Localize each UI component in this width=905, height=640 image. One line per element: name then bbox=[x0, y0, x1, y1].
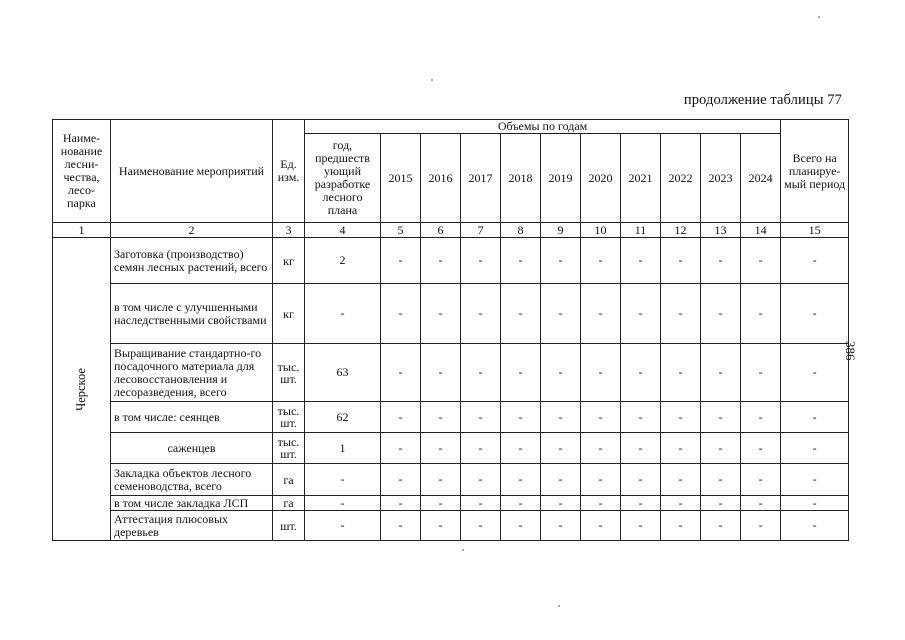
year-value: - bbox=[741, 284, 781, 344]
year-value: - bbox=[621, 344, 661, 402]
unit-cell: га bbox=[273, 464, 305, 496]
column-number: 9 bbox=[541, 223, 581, 238]
year-value: - bbox=[581, 464, 621, 496]
unit-cell: кг bbox=[273, 284, 305, 344]
header-unit: Ед. изм. bbox=[273, 120, 305, 223]
year-value: - bbox=[461, 464, 501, 496]
header-year: 2018 bbox=[501, 134, 541, 223]
year-value: - bbox=[421, 511, 461, 541]
year-value: - bbox=[701, 284, 741, 344]
total-value: - bbox=[781, 496, 849, 511]
year-value: - bbox=[621, 511, 661, 541]
column-number: 11 bbox=[621, 223, 661, 238]
year-value: - bbox=[621, 284, 661, 344]
column-number: 7 bbox=[461, 223, 501, 238]
total-value: - bbox=[781, 344, 849, 402]
scan-speck bbox=[818, 16, 820, 18]
column-number: 10 bbox=[581, 223, 621, 238]
year-value: - bbox=[541, 284, 581, 344]
year-value: - bbox=[541, 238, 581, 284]
forestry-name: Черское bbox=[73, 367, 88, 411]
total-value: - bbox=[781, 464, 849, 496]
unit-cell: тыс. шт. bbox=[273, 433, 305, 464]
year-value: - bbox=[501, 238, 541, 284]
table-row bbox=[53, 238, 849, 284]
scan-speck bbox=[462, 549, 464, 551]
column-number: 6 bbox=[421, 223, 461, 238]
activity-name: Заготовка (производство) семян лесных растений, всего bbox=[111, 238, 273, 284]
year-value: - bbox=[621, 496, 661, 511]
year-value: - bbox=[581, 511, 621, 541]
year-value: - bbox=[741, 464, 781, 496]
prev-year-value: 63 bbox=[305, 344, 381, 402]
year-value: - bbox=[501, 464, 541, 496]
year-value: - bbox=[701, 344, 741, 402]
column-number: 1 bbox=[53, 223, 111, 238]
year-value: - bbox=[621, 464, 661, 496]
prev-year-value: 62 bbox=[305, 402, 381, 433]
year-value: - bbox=[501, 284, 541, 344]
prev-year-value: - bbox=[305, 284, 381, 344]
year-value: - bbox=[621, 238, 661, 284]
activity-name: Выращивание стандартно-го посадочного материала для лесовосстановления и лесоразведения, всего bbox=[111, 344, 273, 402]
column-number: 13 bbox=[701, 223, 741, 238]
year-value: - bbox=[581, 496, 621, 511]
year-value: - bbox=[621, 433, 661, 464]
column-number: 5 bbox=[381, 223, 421, 238]
table-row bbox=[53, 344, 849, 402]
activity-name: в том числе закладка ЛСП bbox=[111, 496, 273, 511]
year-value: - bbox=[381, 433, 421, 464]
year-value: - bbox=[501, 344, 541, 402]
scan-speck bbox=[431, 79, 433, 81]
year-value: - bbox=[701, 433, 741, 464]
table-caption: продолжение таблицы 77 bbox=[683, 92, 842, 108]
activity-name: в том числе с улучшенными наследственными свойствами bbox=[111, 284, 273, 344]
year-value: - bbox=[421, 496, 461, 511]
table-row bbox=[53, 464, 849, 496]
year-value: - bbox=[741, 402, 781, 433]
year-value: - bbox=[421, 238, 461, 284]
prev-year-value: - bbox=[305, 464, 381, 496]
table-row bbox=[53, 511, 849, 541]
year-value: - bbox=[701, 511, 741, 541]
column-number: 2 bbox=[111, 223, 273, 238]
year-value: - bbox=[701, 238, 741, 284]
year-value: - bbox=[581, 284, 621, 344]
page-number: 386 bbox=[843, 341, 858, 361]
header-year: 2023 bbox=[701, 134, 741, 223]
header-year: 2016 bbox=[421, 134, 461, 223]
year-value: - bbox=[541, 496, 581, 511]
year-value: - bbox=[461, 496, 501, 511]
year-value: - bbox=[581, 344, 621, 402]
year-value: - bbox=[701, 496, 741, 511]
column-number: 15 bbox=[781, 223, 849, 238]
year-value: - bbox=[381, 496, 421, 511]
year-value: - bbox=[541, 464, 581, 496]
activity-name: Аттестация плюсовых деревьев bbox=[111, 511, 273, 541]
year-value: - bbox=[381, 284, 421, 344]
column-number: 14 bbox=[741, 223, 781, 238]
activity-name: Закладка объектов лесного семеноводства, всего bbox=[111, 464, 273, 496]
total-value: - bbox=[781, 238, 849, 284]
column-number: 3 bbox=[273, 223, 305, 238]
year-value: - bbox=[661, 238, 701, 284]
header-year: 2022 bbox=[661, 134, 701, 223]
header-year: 2015 bbox=[381, 134, 421, 223]
header-forestry: Наиме-нование лесни-чества, лесо-парка bbox=[53, 120, 111, 223]
year-value: - bbox=[461, 402, 501, 433]
year-value: - bbox=[741, 344, 781, 402]
year-value: - bbox=[461, 433, 501, 464]
year-value: - bbox=[381, 464, 421, 496]
header-volumes-by-year: Объемы по годам bbox=[305, 120, 781, 134]
year-value: - bbox=[461, 238, 501, 284]
header-year: 2021 bbox=[621, 134, 661, 223]
year-value: - bbox=[661, 344, 701, 402]
year-value: - bbox=[701, 464, 741, 496]
year-value: - bbox=[741, 238, 781, 284]
total-value: - bbox=[781, 511, 849, 541]
unit-cell: кг bbox=[273, 238, 305, 284]
prev-year-value: - bbox=[305, 511, 381, 541]
year-value: - bbox=[541, 511, 581, 541]
unit-cell: га bbox=[273, 496, 305, 511]
year-value: - bbox=[501, 511, 541, 541]
year-value: - bbox=[381, 402, 421, 433]
year-value: - bbox=[421, 344, 461, 402]
column-number: 12 bbox=[661, 223, 701, 238]
year-value: - bbox=[461, 284, 501, 344]
year-value: - bbox=[381, 344, 421, 402]
unit-cell: тыс. шт. bbox=[273, 344, 305, 402]
year-value: - bbox=[661, 284, 701, 344]
year-value: - bbox=[461, 344, 501, 402]
header-prev-year: год, предшеств ующий разработке лесного плана bbox=[305, 134, 381, 223]
year-value: - bbox=[381, 238, 421, 284]
total-value: - bbox=[781, 402, 849, 433]
year-value: - bbox=[381, 511, 421, 541]
header-activity: Наименование мероприятий bbox=[111, 120, 273, 223]
forestry-name-cell bbox=[53, 238, 111, 541]
year-value: - bbox=[661, 433, 701, 464]
year-value: - bbox=[541, 344, 581, 402]
year-value: - bbox=[541, 402, 581, 433]
year-value: - bbox=[541, 433, 581, 464]
table-row bbox=[53, 402, 849, 433]
table-row bbox=[53, 433, 849, 464]
prev-year-value: 2 bbox=[305, 238, 381, 284]
activity-name: в том числе: сеянцев bbox=[111, 402, 273, 433]
table-row bbox=[53, 284, 849, 344]
year-value: - bbox=[621, 402, 661, 433]
column-number: 8 bbox=[501, 223, 541, 238]
total-value: - bbox=[781, 284, 849, 344]
year-value: - bbox=[661, 496, 701, 511]
header-total: Всего на планируе-мый период bbox=[781, 120, 849, 223]
scan-speck bbox=[558, 605, 560, 607]
year-value: - bbox=[421, 433, 461, 464]
year-value: - bbox=[741, 511, 781, 541]
total-value: - bbox=[781, 433, 849, 464]
activity-name: саженцев bbox=[111, 433, 273, 464]
unit-cell: шт. bbox=[273, 511, 305, 541]
prev-year-value: 1 bbox=[305, 433, 381, 464]
year-value: - bbox=[661, 511, 701, 541]
year-value: - bbox=[581, 433, 621, 464]
year-value: - bbox=[741, 496, 781, 511]
year-value: - bbox=[701, 402, 741, 433]
year-value: - bbox=[661, 464, 701, 496]
year-value: - bbox=[501, 496, 541, 511]
year-value: - bbox=[581, 402, 621, 433]
year-value: - bbox=[501, 402, 541, 433]
year-value: - bbox=[661, 402, 701, 433]
data-table bbox=[52, 119, 849, 541]
unit-cell: тыс. шт. bbox=[273, 402, 305, 433]
year-value: - bbox=[501, 433, 541, 464]
table-row bbox=[53, 496, 849, 511]
column-number: 4 bbox=[305, 223, 381, 238]
prev-year-value: - bbox=[305, 496, 381, 511]
year-value: - bbox=[421, 464, 461, 496]
header-year: 2017 bbox=[461, 134, 501, 223]
year-value: - bbox=[581, 238, 621, 284]
year-value: - bbox=[421, 402, 461, 433]
header-year: 2020 bbox=[581, 134, 621, 223]
header-year: 2024 bbox=[741, 134, 781, 223]
year-value: - bbox=[741, 433, 781, 464]
year-value: - bbox=[461, 511, 501, 541]
header-year: 2019 bbox=[541, 134, 581, 223]
year-value: - bbox=[421, 284, 461, 344]
